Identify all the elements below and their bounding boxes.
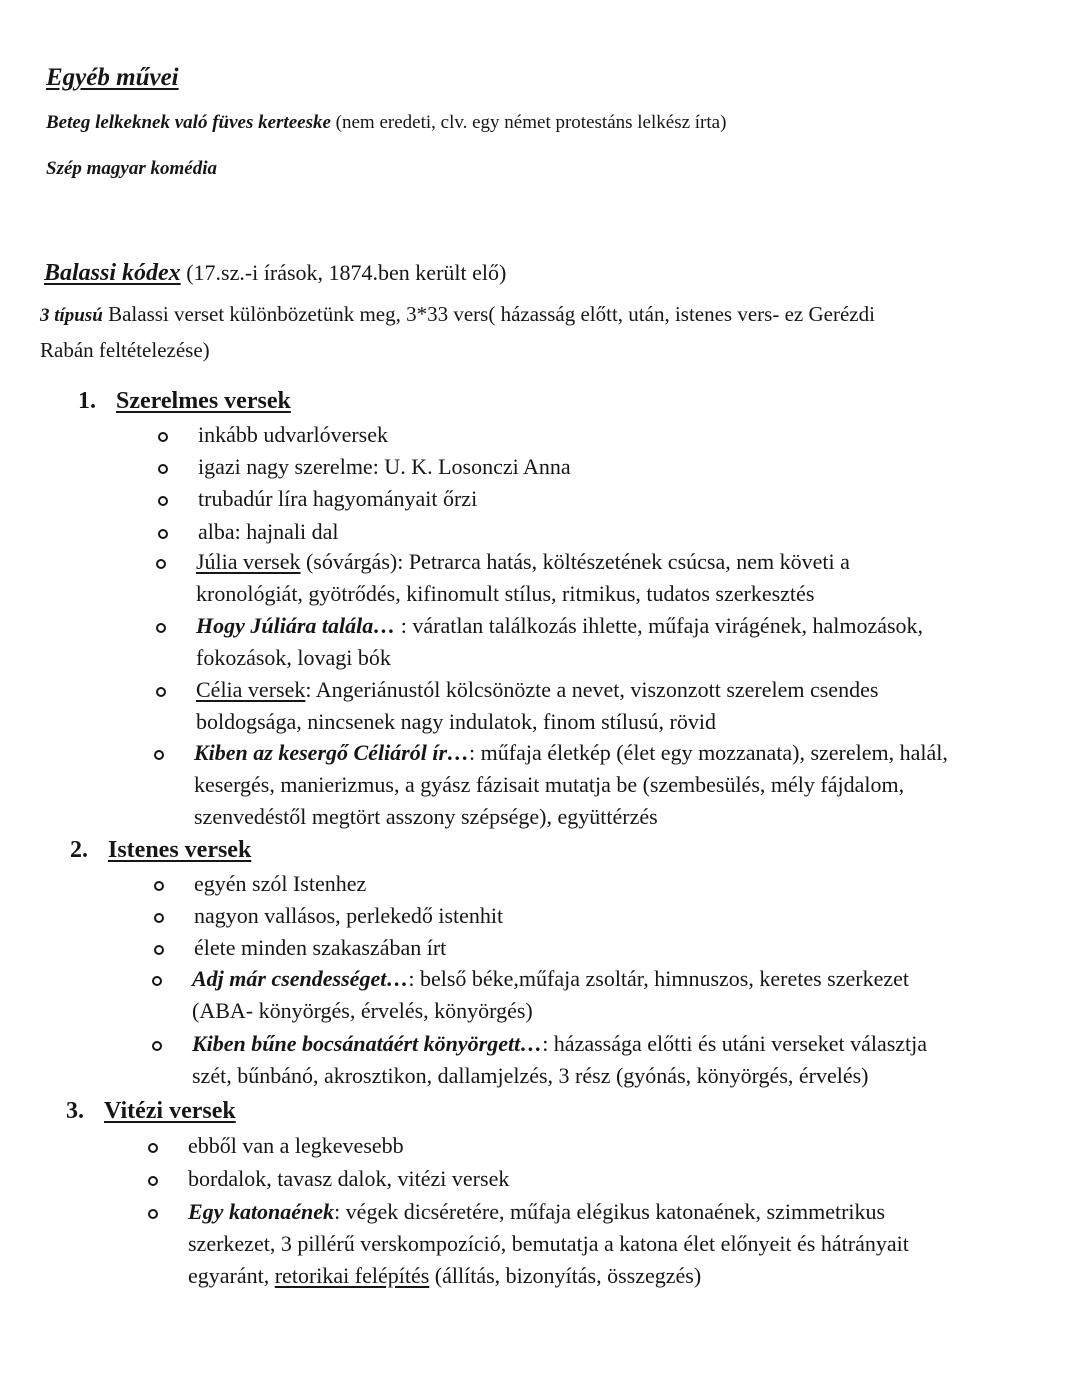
bullet-icon xyxy=(154,945,164,955)
egyeb-line-1-title: Beteg lelkeknek való füves kerteeske xyxy=(46,112,331,133)
kodex-types-rest-1: Balassi verset különbözetünk meg, 3*33 vers( házasság előtt, után, istenes vers- ez Gerézdi xyxy=(102,302,875,326)
bullet-icon xyxy=(154,881,164,891)
egyeb-line-2: Szép magyar komédia xyxy=(46,158,217,179)
bullet-icon xyxy=(158,529,168,539)
bullet-icon xyxy=(152,976,162,986)
section-title: Istenes versek xyxy=(108,837,252,863)
list-item-text-continued: boldogsága, nincsenek nagy indulatok, finom stílusú, rövid xyxy=(196,709,716,734)
section-number: 3. xyxy=(66,1098,84,1124)
list-item xyxy=(194,868,366,900)
bullet-icon xyxy=(158,464,168,474)
bullet-icon xyxy=(154,913,164,923)
list-item-underlined: Célia versek xyxy=(196,677,306,702)
bullet-icon xyxy=(154,750,164,760)
list-item-text: : végek dicséretére, műfaja elégikus katonaének, szimmetrikus xyxy=(334,1199,886,1224)
kodex-types-line-1 xyxy=(40,302,875,327)
list-item-title: Kiben az kesergő Céliáról ír… xyxy=(194,740,470,765)
bullet-icon xyxy=(148,1176,158,1186)
list-item-text: : váratlan találkozás ihlette, műfaja virágének, halmozások, xyxy=(395,613,924,638)
section-heading-3 xyxy=(66,1098,236,1125)
section-title: Szerelmes versek xyxy=(116,388,291,414)
list-item-text-continued: (állítás, bizonyítás, összegzés) xyxy=(429,1263,702,1288)
list-item-text: (sóvárgás): Petrarca hatás, költészetének csúcsa, nem követi a xyxy=(300,549,850,574)
list-item-underlined: retorikai felépítés xyxy=(274,1263,430,1288)
list-item xyxy=(194,737,948,833)
kodex-heading-rest: (17.sz.-i írások, 1874.ben került elő) xyxy=(180,260,507,285)
egyeb-line-1 xyxy=(46,112,726,134)
list-item-text-continued: kronológiát, gyötrődés, kifinomult stílus, ritmikus, tudatos szerkesztés xyxy=(196,581,815,606)
list-item-text: : házassága előtti és utáni verseket választja xyxy=(542,1031,928,1056)
bullet-icon xyxy=(152,1041,162,1051)
list-item-text-continued: (ABA- könyörgés, érvelés, könyörgés) xyxy=(192,998,533,1023)
list-item-title: Egy katonaének xyxy=(188,1199,335,1224)
list-item xyxy=(188,1130,404,1162)
list-item-text: nagyon vallásos, perlekedő istenhit xyxy=(194,903,504,928)
list-item-text: : belső béke,műfaja zsoltár, himnuszos, keretes szerkezet xyxy=(408,966,909,991)
kodex-title-line xyxy=(44,260,506,287)
bullet-icon xyxy=(158,496,168,506)
list-item-text-continued: szenvedéstől megtört asszony szépsége), együttérzés xyxy=(194,804,658,829)
bullet-icon xyxy=(156,559,166,569)
section-number: 2. xyxy=(70,837,88,863)
list-item-text-continued: kesergés, manierizmus, a gyász fázisait mutatja be (szembesülés, mély fájdalom, xyxy=(194,772,905,797)
kodex-heading: Balassi kódex xyxy=(44,260,181,286)
bullet-icon xyxy=(156,623,166,633)
egyeb-heading: Egyéb művei xyxy=(46,64,179,91)
list-item-text: : műfaja életkép (élet egy mozzanata), szerelem, halál, xyxy=(469,740,948,765)
list-item-text: : Angeriánustól kölcsönözte a nevet, viszonzott szerelem csendes xyxy=(305,677,879,702)
list-item-title: Kiben bűne bocsánatáért könyörgett… xyxy=(192,1031,543,1056)
list-item-text-continued: szét, bűnbánó, akrosztikon, dallamjelzés, 3 rész (gyónás, könyörgés, érvelés) xyxy=(192,1063,869,1088)
bullet-icon xyxy=(158,432,168,442)
section-heading-1 xyxy=(78,388,291,415)
list-item xyxy=(198,419,388,451)
section-number: 1. xyxy=(78,388,96,414)
list-item-title: Adj már csendességet… xyxy=(192,966,409,991)
list-item xyxy=(198,451,571,483)
list-item xyxy=(196,674,878,738)
section-heading-2 xyxy=(70,837,251,864)
list-item-text: igazi nagy szerelme: U. K. Losonczi Anna xyxy=(198,454,571,479)
list-item-text: trubadúr líra hagyományait őrzi xyxy=(198,486,478,511)
bullet-icon xyxy=(156,687,166,697)
list-item xyxy=(194,900,503,932)
list-item xyxy=(188,1163,509,1195)
list-item-text: inkább udvarlóversek xyxy=(198,422,388,447)
list-item xyxy=(196,610,923,674)
list-item-text-continued: egyaránt, xyxy=(188,1263,275,1288)
list-item-underlined: Júlia versek xyxy=(196,549,301,574)
section-title: Vitézi versek xyxy=(104,1098,236,1124)
bullet-icon xyxy=(148,1143,158,1153)
list-item-text-continued: fokozások, lovagi bók xyxy=(196,645,391,670)
list-item-text-continued: szerkezet, 3 pillérű verskompozíció, bemutatja a katona élet előnyeit és hátrányait xyxy=(188,1231,909,1256)
kodex-types-em: 3 típusú xyxy=(40,305,103,326)
list-item-text: egyén szól Istenhez xyxy=(194,871,367,896)
list-item xyxy=(188,1196,909,1292)
bullet-icon xyxy=(148,1209,158,1219)
list-item xyxy=(198,483,477,515)
list-item-text: élete minden szakaszában írt xyxy=(194,935,447,960)
list-item xyxy=(194,932,446,964)
list-item-text: bordalok, tavasz dalok, vitézi versek xyxy=(188,1166,510,1191)
list-item xyxy=(198,516,339,548)
list-item xyxy=(192,963,909,1027)
list-item-text: alba: hajnali dal xyxy=(198,519,339,544)
egyeb-line-1-rest: (nem eredeti, clv. egy német protestáns lelkész írta) xyxy=(330,112,727,133)
list-item xyxy=(192,1028,927,1092)
kodex-types-line-2: Rabán feltételezése) xyxy=(40,338,210,362)
list-item-title: Hogy Júliára talála… xyxy=(196,613,396,638)
list-item-text: ebből van a legkevesebb xyxy=(188,1133,404,1158)
list-item xyxy=(196,546,850,610)
